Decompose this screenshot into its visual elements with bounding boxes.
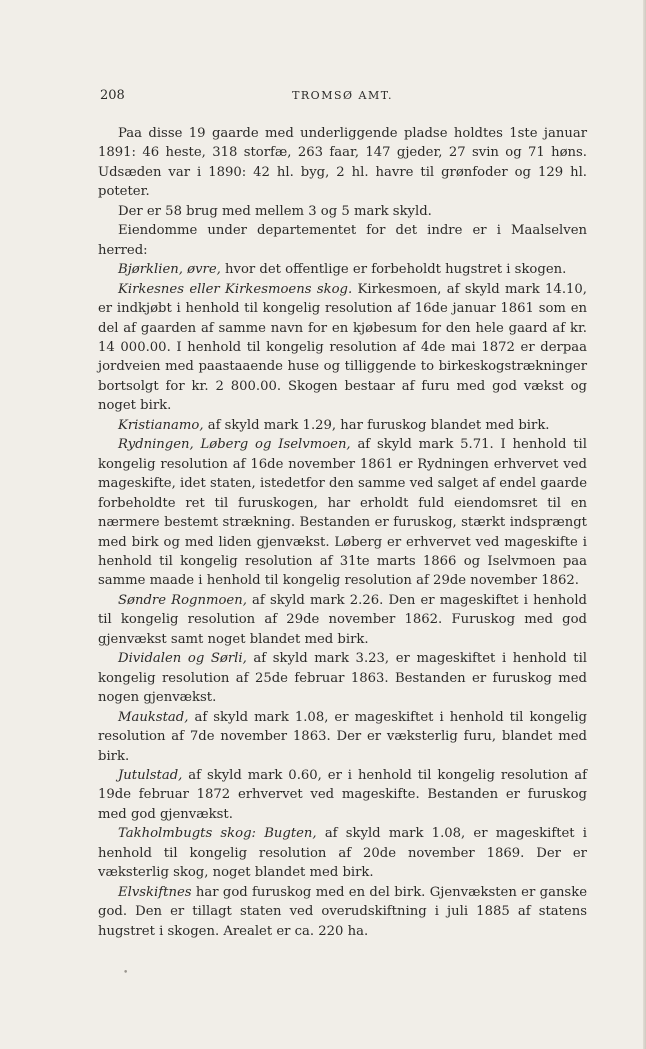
property-name: Elvskiftnes [118, 884, 192, 900]
property-name: Maukstad, [118, 709, 189, 725]
property-name: Kristianamo, [118, 417, 204, 433]
page-number: 208 [100, 88, 125, 103]
body-text [98, 124, 587, 941]
paragraph-text: af skyld mark 2.26. Den er mageskiftet i henhold til kongelig resolution af 29de november 1862. Furuskog med god gjenvækst samt noget blandet med birk. [98, 592, 587, 647]
paragraph-text: af skyld mark 3.23, er mageskiftet i henhold til kongelig resolution af 25de februar 1863. Bestanden er furuskog med nogen gjenvækst. [98, 651, 588, 706]
property-name: Dividalen og Sørli, [118, 651, 247, 667]
page-header [100, 88, 585, 108]
paragraph-text: har god furuskog med en del birk. Gjenvæksten er ganske god. Den er tillagt staten ved overudskiftning i juli 1885 af statens hugstret i skogen. Arealet er ca. 220 ha. [98, 884, 587, 939]
paragraph [98, 435, 587, 591]
paragraph [98, 649, 587, 707]
paragraph [98, 591, 587, 649]
paragraph-text: af skyld mark 1.29, har furuskog blandet med birk. [203, 417, 550, 433]
paragraph-text: af skyld mark 1.08, er mageskiftet i henhold til kongelig resolution af 20de november 1869. Der er væksterlig skog, noget blandet med birk. [98, 826, 588, 881]
paragraph [98, 202, 587, 221]
paragraph [98, 708, 587, 766]
property-name: Kirkesnes eller Kirkesmoens skog. [118, 281, 353, 297]
property-name: Rydningen, Løberg og Iselvmoen, [118, 437, 351, 453]
print-speck: • [123, 968, 129, 978]
paragraph [98, 416, 587, 435]
paragraph [98, 280, 587, 416]
paragraph [98, 824, 587, 882]
property-name: Bjørklien, øvre, [118, 262, 221, 278]
paragraph-text: af skyld mark 0.60, er i henhold til kongelig resolution af 19de februar 1872 erhvervet ved mageskifte. Bestanden er furuskog med god gjenvækst. [98, 767, 587, 822]
paragraph [98, 221, 587, 260]
property-name: Takholmbugts skog: Bugten, [118, 826, 317, 842]
paragraph-text: Kirkesmoen, af skyld mark 14.10, er indkjøbt i henhold til kongelig resolution af 16de januar 1861 som en del af gaarden af samme navn for en kjøbesum for den hele gaard af kr. 14 000.00. I henhold til kongelig resolution af 4de mai 1872 er derpaa jordveien med paastaaende huse og tilliggende to birkeskogstrækninger bortsolgt for kr. 2 800.00. Skogen bestaar af furu med god vækst og noget birk. [98, 281, 587, 414]
paragraph [98, 883, 587, 941]
paragraph-text: Paa disse 19 gaarde med underliggende pladse holdtes 1ste januar 1891: 46 heste, 318 storfæ, 263 faar, 147 gjeder, 27 svin og 71 høns. Udsæden var i 1890: 42 hl. byg, 2 hl. havre til grønfoder og 129 hl. poteter. [98, 126, 587, 200]
paragraph-text: Eiendomme under departementet for det indre er i Maalselven herred: [98, 223, 587, 258]
paragraph [98, 260, 587, 279]
paragraph [98, 766, 587, 824]
paragraph-text: hvor det offentlige er forbeholdt hugstret i skogen. [220, 262, 567, 278]
paragraph [98, 124, 587, 202]
running-title: TROMSØ AMT. [292, 89, 393, 102]
paragraph-text: af skyld mark 1.08, er mageskiftet i henhold til kongelig resolution af 7de november 1863. Der er væksterlig furu, blandet med birk. [98, 709, 587, 764]
paragraph-text: Der er 58 brug med mellem 3 og 5 mark skyld. [118, 203, 432, 219]
paragraph-text: af skyld mark 5.71. I henhold til kongelig resolution af 16de november 1861 er Rydningen erhvervet ved mageskifte, idet staten, istedetfor den samme ved salget af endel gaarde forbeholdte ret til furuskogen, har erholdt fuld eiendomsret til en nærmere bestemt strækning. Bestanden er furuskog, stærkt indsprængt med birk og med liden gjenvækst. Løberg er erhvervet ved mageskifte i henhold til kongelig resolution af 31te marts 1866 og Iselvmoen paa samme maade i henhold til kongelig resolution af 29de november 1862. [98, 437, 587, 589]
property-name: Jutulstad, [118, 767, 183, 783]
property-name: Søndre Rognmoen, [118, 592, 247, 608]
